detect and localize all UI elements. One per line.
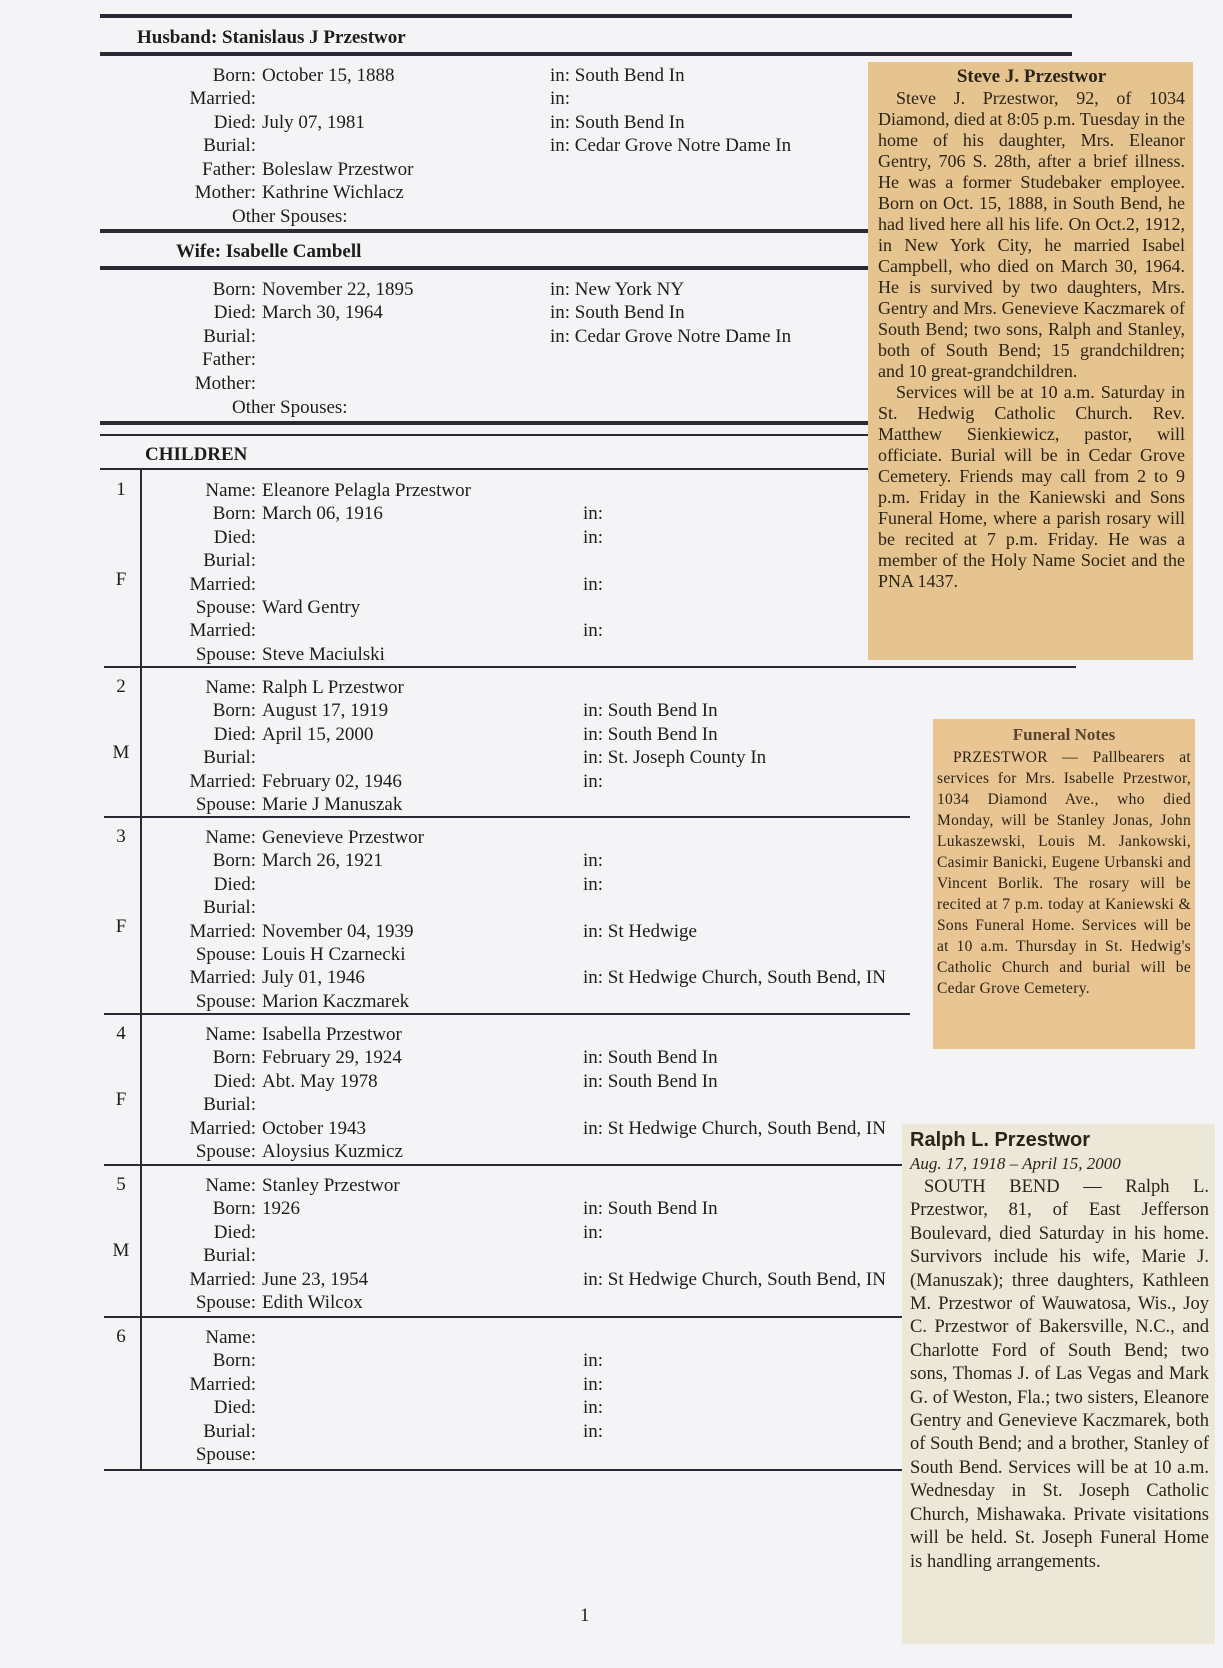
fact-label: Mother: [194,182,256,203]
fact-value: 1926 [262,1198,300,1220]
fact-value: Boleslaw Przestwor [262,158,414,180]
husband-name: Stanislaus J Przestwor [222,27,406,48]
husband-heading-label: Husband: [137,27,218,48]
fact-label: Burial: [203,1094,256,1116]
fact-label: Burial: [203,747,256,769]
fact-location: in: South Bend In [550,111,685,133]
fact-location: in: [583,1350,604,1372]
husband-other-spouses-label: Other Spouses: [232,206,348,227]
fact-location: in: South Bend In [583,1198,718,1220]
fact-value: March 06, 1916 [262,503,383,525]
fact-label: Burial: [203,135,256,157]
clipping-body: Steve J. Przestwor, 92, of 1034 Diamond, died at 8:05 p.m. Tuesday in the home of his daughter, Mrs. Eleanor Gentry, 706 S. 28th, after a brief illness. He was a former Studebaker employee. Born on Oct. 15, 1888, in South Bend, he had lived here all his life. On Oct.2, 1912, in New York City, he married Isabel Campbell, who died on March 30, 1964. He is survived by two daughters, Mrs. Gentry and Mrs. Genevieve Kaczmarek of South Bend; two sons, Ralph and Stanley, both of South Bend; 15 grandchildren; and 10 great-grandchildren. [878,88,1185,381]
fact-label: Died: [213,1397,256,1419]
fact-location: in: Cedar Grove Notre Dame In [550,325,792,347]
child-sex: M [112,742,130,764]
obituary-clipping-steve [868,62,1193,660]
fact-value: June 23, 1954 [262,1268,369,1290]
clipping-title: Funeral Notes [1012,725,1116,744]
fact-label: Spouse: [195,944,256,965]
fact-label: Married: [189,770,256,792]
fact-value: Eleanore Pelagla Przestwor [262,480,471,501]
fact-label: Burial: [203,1420,256,1442]
clipping-body: PRZESTWOR — Pallbearers at services for Mrs. Isabelle Przestwor, 1034 Diamond Ave., who died Monday, will be Stanley Jonas, John Lukaszewski, Louis M. Jankowski, Casimir Banicki, Eugene Urbanski and Vincent Borlik. The rosary will be recited at 7 p.m. today at Kaniewski & Sons Funeral Home. Services will be at 10 a.m. Thursday in St. Hedwig's Catholic Church and burial will be Cedar Grove Cemetery. [937,749,1191,997]
fact-location: in: [583,770,604,792]
fact-label: Died: [213,302,256,324]
child-sex: F [115,568,127,590]
clipping-dates: Aug. 17, 1918 – April 15, 2000 [910,1154,1121,1173]
fact-location: in: [583,620,604,642]
fact-label: Burial: [203,897,256,919]
fact-label: Spouse: [195,1292,256,1313]
fact-location: in: St Hedwige Church, South Bend, IN [583,1117,886,1139]
child-number: 3 [116,826,126,847]
fact-value: July 01, 1946 [262,967,365,989]
fact-label: Married: [189,573,256,595]
fact-value: February 29, 1924 [262,1047,402,1069]
fact-label: Name: [205,1327,256,1348]
fact-value: Genevieve Przestwor [262,827,424,848]
children-column-divider [140,468,142,1470]
fact-value: October 1943 [262,1117,366,1139]
fact-label: Name: [205,827,256,848]
child-divider [104,816,910,818]
fact-location: in: South Bend In [583,723,718,745]
fact-label: Name: [205,480,256,501]
fact-value: July 07, 1981 [262,111,365,133]
fact-value: Marie J Manuszak [262,794,403,815]
fact-label: Spouse: [195,1141,256,1162]
fact-label: Born: [212,65,256,86]
fact-value: Marion Kaczmarek [262,990,410,1012]
fact-value: February 02, 1946 [262,770,402,792]
clipping-body: SOUTH BEND — Ralph L. Przestwor, 81, of East Jefferson Boulevard, died Saturday in his home. Survivors include his wife, Marie J. (Manuszak); three daughters, Kathleen M. Przestwor of Wauwatosa, Wis., Joy C. Przestwor of Bakersville, N.C., and Charlotte Ford of South Bend; two sons, Thomas J. of Las Vegas and Mark G. of Weston, Fla.; two sisters, Eleanore Gentry and Genevieve Kaczmarek, both of South Bend; and a brother, Stanley of South Bend. Services will be at 10 a.m. Wednesday in St. Joseph Catholic Church, Mishawaka. Private visitations will be held. St. Joseph Funeral Home is handling arrangements. [910,1177,1209,1572]
fact-value: Isabella Przestwor [262,1024,402,1045]
fact-label: Died: [213,1221,256,1243]
fact-label: Married: [189,1117,256,1139]
fact-label: Burial: [203,550,256,572]
child-number: 6 [116,1326,126,1347]
wife-other-spouses-label: Other Spouses: [232,397,348,418]
fact-label: Spouse: [195,597,256,618]
funeral-notes-clipping [933,719,1195,1049]
fact-value: Louis H Czarnecki [262,944,406,965]
fact-value: March 30, 1964 [262,302,383,324]
child-divider [104,1164,910,1166]
rule-husband [100,52,1072,56]
fact-label: Mother: [194,372,256,394]
fact-label: Married: [189,620,256,642]
child-divider [104,1013,910,1015]
fact-label: Father: [202,158,256,180]
fact-label: Born: [212,700,256,722]
fact-location: in: St Hedwige [583,920,697,942]
fact-label: Died: [213,526,256,548]
fact-value: Abt. May 1978 [262,1070,378,1092]
rule-top [100,14,1072,18]
fact-label: Burial: [203,1245,256,1267]
fact-value: Ralph L Przestwor [262,677,404,698]
fact-label: Name: [205,1024,256,1045]
fact-label: Father: [202,349,256,371]
fact-label: Married: [189,967,256,989]
fact-location: in: South Bend In [583,700,718,722]
fact-value: October 15, 1888 [262,65,395,86]
rule-children-top-thin [100,434,872,436]
fact-location: in: [583,1373,604,1395]
fact-location: in: St Hedwige Church, South Bend, IN [583,967,886,989]
fact-value: November 22, 1895 [262,279,414,300]
fact-label: Died: [213,111,256,133]
fact-value: Aloysius Kuzmicz [262,1141,403,1162]
rule-wife-top [100,229,872,233]
fact-label: Born: [212,279,256,300]
child-sex: F [115,1089,127,1111]
wife-heading-label: Wife: [176,241,222,262]
fact-value: Stanley Przestwor [262,1175,400,1196]
wife-name: Isabelle Cambell [225,241,362,262]
child-divider [104,666,1076,668]
fact-location: in: [583,503,604,525]
fact-location: in: South Bend In [550,65,685,86]
fact-value: Edith Wilcox [262,1292,363,1313]
fact-value: March 26, 1921 [262,850,383,872]
fact-label: Burial: [203,325,256,347]
fact-location: in: South Bend In [550,302,685,324]
fact-location: in: New York NY [550,279,685,300]
fact-label: Name: [205,677,256,698]
fact-label: Born: [212,1047,256,1069]
fact-label: Married: [189,920,256,942]
fact-value: Steve Maciulski [262,643,385,665]
fact-location: in: South Bend In [583,1070,718,1092]
fact-location: in: [583,1420,604,1442]
child-number: 4 [116,1023,126,1044]
fact-label: Born: [212,1198,256,1220]
fact-label: Died: [213,723,256,745]
child-number: 2 [116,676,126,697]
clipping-body-2: Services will be at 10 a.m. Saturday in St. Hedwig Catholic Church. Rev. Matthew Sienkiewicz, pastor, will officiate. Burial will be in Cedar Grove Cemetery. Friends may call from 2 to 9 p.m. Friday in the Kaniewski and Sons Funeral Home, where a parish rosary will be recited at 7 p.m. Friday. He was a member of the Holy Name Societ and the PNA 1437. [878,382,1185,591]
wife-heading [176,241,361,263]
obituary-clipping-ralph [902,1124,1215,1644]
fact-location: in: South Bend In [583,1047,718,1069]
fact-label: Born: [212,1350,256,1372]
fact-location: in: St Hedwige Church, South Bend, IN [583,1268,886,1290]
fact-label: Spouse: [195,794,256,815]
fact-value: April 15, 2000 [262,723,374,745]
fact-location: in: [550,88,571,110]
page-number: 1 [580,1605,590,1626]
fact-label: Name: [205,1175,256,1196]
fact-label: Married: [189,88,256,110]
child-sex: F [115,915,127,937]
fact-label: Spouse: [195,643,256,665]
child-sex: M [112,1240,130,1262]
fact-location: in: [583,573,604,595]
fact-label: Spouse: [195,1444,256,1465]
fact-label: Born: [212,503,256,525]
fact-value: Ward Gentry [262,597,361,618]
fact-value: November 04, 1939 [262,920,414,942]
fact-label: Spouse: [195,990,256,1012]
clipping-title: Steve J. Przestwor [956,66,1107,87]
fact-location: in: St. Joseph County In [583,747,767,769]
fact-label: Born: [212,850,256,872]
fact-label: Died: [213,1070,256,1092]
fact-label: Married: [189,1373,256,1395]
rule-wife [100,266,872,270]
fact-label: Married: [189,1268,256,1290]
fact-location: in: [583,850,604,872]
rule-children-top [100,421,872,425]
husband-heading [137,27,406,49]
child-number: 1 [116,479,126,500]
child-divider [104,1316,910,1318]
fact-location: in: [583,1221,604,1243]
fact-label: Died: [213,873,256,895]
fact-location: in: [583,526,604,548]
clipping-title: Ralph L. Przestwor [910,1129,1091,1151]
child-number: 5 [116,1174,126,1195]
fact-value: Kathrine Wichlacz [262,182,404,203]
children-heading: CHILDREN [145,444,248,465]
rule-children-bottom [104,1469,910,1471]
fact-value: August 17, 1919 [262,700,389,722]
fact-location: in: [583,1397,604,1419]
fact-location: in: [583,873,604,895]
fact-location: in: Cedar Grove Notre Dame In [550,135,792,157]
